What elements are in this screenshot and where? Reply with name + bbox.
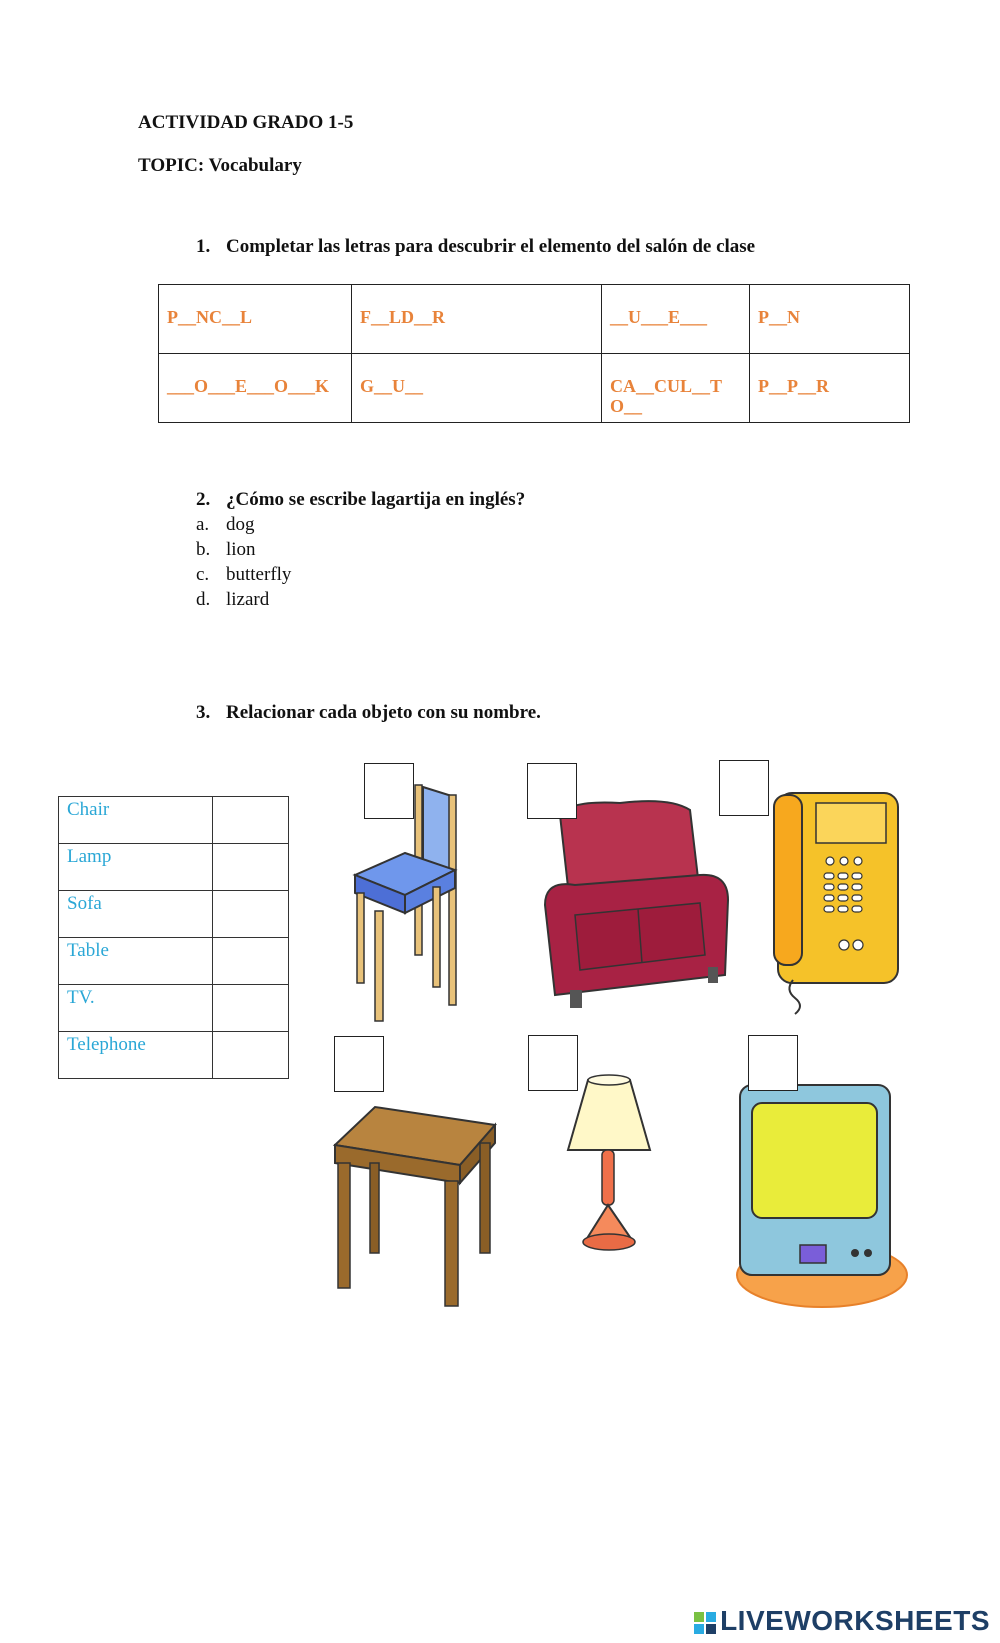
option-text: dog [226,514,255,535]
question-1 [196,236,755,258]
answer-cell[interactable] [213,891,289,938]
puzzle-cell[interactable]: G__U__ [352,354,602,423]
answer-cell[interactable] [213,797,289,844]
table-row [159,354,910,423]
question-1-number: 1. [196,236,211,257]
answer-box-lamp[interactable] [528,1035,578,1091]
sofa-image [540,795,730,1020]
answer-cell[interactable] [213,938,289,985]
question-3 [196,702,541,724]
table-image [330,1085,500,1310]
table-row [59,1032,289,1079]
puzzle-cell[interactable]: __U___E___ [602,285,750,354]
match-names-table [58,796,289,1079]
option-text: butterfly [226,564,292,585]
worksheet-topic: TOPIC: Vocabulary [138,155,302,176]
answer-option-d[interactable] [196,589,269,611]
table-row [159,285,910,354]
answer-option-c[interactable] [196,564,291,586]
table-row [59,797,289,844]
option-text: lion [226,539,256,560]
name-cell: Sofa [59,891,213,938]
liveworksheets-logo-icon [694,1612,716,1634]
question-3-text: Relacionar cada objeto con su nombre. [226,702,541,723]
name-cell: Chair [59,797,213,844]
answer-option-b[interactable] [196,539,256,561]
puzzle-cell[interactable]: CA__CUL__T O__ [602,354,750,423]
lamp-image [560,1070,660,1270]
table-row [59,891,289,938]
name-cell: Telephone [59,1032,213,1079]
answer-box-telephone[interactable] [719,760,769,816]
question-3-number: 3. [196,702,211,723]
answer-cell[interactable] [213,1032,289,1079]
answer-box-sofa[interactable] [527,763,577,819]
name-cell: Lamp [59,844,213,891]
question-2 [196,489,525,511]
option-letter: c. [196,564,210,585]
puzzle-cell[interactable]: ___O___E___O___K [159,354,352,423]
answer-box-table[interactable] [334,1036,384,1092]
table-row [59,938,289,985]
answer-option-a[interactable] [196,514,255,536]
puzzle-cell[interactable]: F__LD__R [352,285,602,354]
table-row [59,844,289,891]
option-letter: a. [196,514,210,535]
name-cell: TV. [59,985,213,1032]
answer-cell[interactable] [213,844,289,891]
puzzle-cell[interactable]: P__N [750,285,910,354]
name-cell: Table [59,938,213,985]
word-puzzle-table [158,284,910,423]
puzzle-cell[interactable]: P__P__R [750,354,910,423]
answer-box-tv[interactable] [748,1035,798,1091]
brand-text: LIVEWORKSHEETS [720,1605,990,1636]
option-text: lizard [226,589,270,610]
option-letter: b. [196,539,211,560]
answer-cell[interactable] [213,985,289,1032]
tv-image [730,1075,915,1315]
question-2-number: 2. [196,489,211,510]
puzzle-cell[interactable]: P__NC__L [159,285,352,354]
table-row [59,985,289,1032]
option-letter: d. [196,589,211,610]
question-1-text: Completar las letras para descubrir el elemento del salón de clase [226,236,756,257]
telephone-image [768,785,908,1015]
answer-box-chair[interactable] [364,763,414,819]
liveworksheets-brand [694,1605,990,1637]
question-2-text: ¿Cómo se escribe lagartija en inglés? [226,489,526,510]
worksheet-title: ACTIVIDAD GRADO 1-5 [138,112,354,133]
